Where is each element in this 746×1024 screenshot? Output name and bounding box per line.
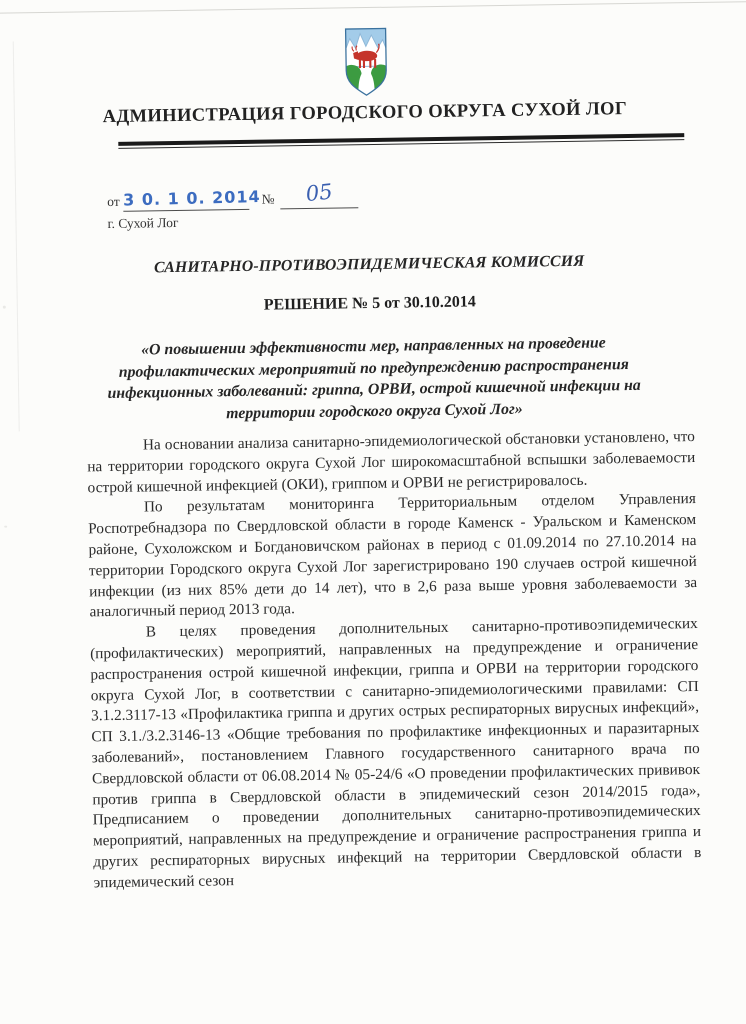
date-stamp: 3 0. 1 0. 2014 — [123, 186, 262, 210]
document-body — [87, 427, 702, 894]
body-paragraph: В целях проведения дополнительных санитарно-противоэпидемических (профилактических) мероприятий, направленных на предупреждение и ограничение распространения острой кишечной инфекции, гриппа и ОРВИ на территории городского округа Сухой Лог, в соответствии с санитарно-эпидемиологическими правилами: СП 3.1.2.3117-13 «Профилактика гриппа и других острых респираторных вирусных инфекций», СП 3.1./3.2.3146-13 «Общие требования по профилактике инфекционных и паразитарных заболеваний», постановлением Главного государственного санитарного врача по Свердловской области от 06.08.2014 № 05-24/6 «О проведении профилактических прививок против гриппа в Свердловской области в эпидемический сезон 2014/2015 года», Предписанием о проведении дополнительных санитарно-противоэпидемических мероприятий, направленных на предупреждение и ограничение распространения гриппа и других респираторных вирусных инфекций на территории Свердловской области в эпидемический сезон — [90, 615, 702, 892]
organization-name: АДМИНИСТРАЦИЯ ГОРОДСКОГО ОКРУГА СУХОЙ ЛОГ — [102, 99, 628, 128]
scan-edge-artifact — [0, 1, 746, 14]
body-paragraph: По результатам мониторинга Территориальным отделом Управления Роспотребнадзора по Свердловской области в городе Каменск - Уральском и Каменском районе, Сухоложском и Богдановичском районах в период с 01.09.2014 по 27.10.2014 на территории Городского округа Сухой Лог зарегистрировано 190 случаев острой кишечной инфекции (из них 85% дети до 14 лет), что в 2,6 раза выше уровня заболеваемости за аналогичный период 2013 года. — [88, 490, 698, 621]
date-underline — [123, 186, 262, 212]
scan-smudge — [4, 526, 7, 528]
from-label: от — [107, 193, 120, 210]
header-divider — [118, 133, 684, 149]
handwritten-number: 05 — [304, 179, 334, 207]
coat-of-arms-icon — [342, 26, 391, 98]
subject-heading: «О повышении эффективности мер, направленных на проведение профилактических мероприятий по предупреждению распространения инфекционных заболеваний: гриппа, ОРВИ, острой кишечной инфекции на территории городского округа Сухой Лог» — [107, 334, 641, 422]
number-underline — [280, 179, 358, 209]
commission-heading: САНИТАРНО-ПРОТИВОЭПИДЕМИЧЕСКАЯ КОМИССИЯ — [153, 252, 585, 277]
decision-heading: РЕШЕНИЕ № 5 от 30.10.2014 — [263, 293, 476, 314]
place-line: г. Сухой Лог — [107, 214, 179, 232]
number-label: № — [261, 191, 275, 207]
body-paragraph: На основании анализа санитарно-эпидемиологической обстановки установлено, что на территории городского округа Сухой Лог широкомасштабной вспышки заболеваемости острой кишечной инфекцией (ОКИ), гриппом и ОРВИ не регистрировалось. — [87, 428, 696, 496]
scan-smudge — [3, 306, 6, 309]
emblem-container — [0, 20, 740, 107]
requisites-row — [107, 179, 359, 212]
